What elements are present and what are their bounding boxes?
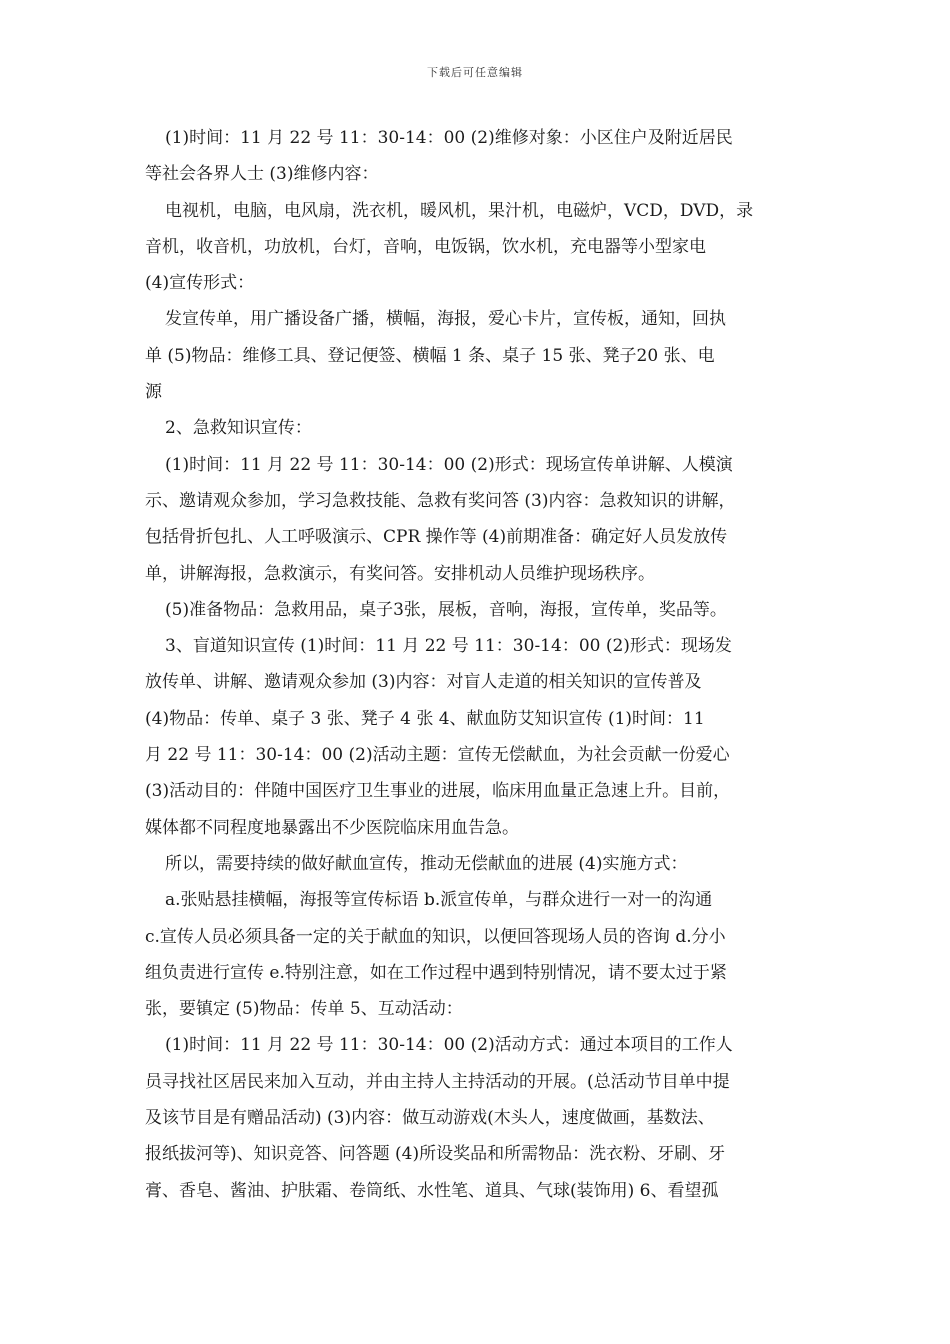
text-line: 单 (5)物品：维修工具、登记便签、横幅 1 条、桌子 15 张、凳子20 张、电 [145,345,715,366]
text-line: 膏、香皂、酱油、护肤霜、卷筒纸、水性笔、道具、气球(装饰用) 6、看望孤 [145,1180,719,1201]
text-line: 发宣传单，用广播设备广播，横幅，海报，爱心卡片，宣传板，通知，回执 [165,309,726,330]
text-line: 报纸拔河等)、知识竞答、问答题 (4)所设奖品和所需物品：洗衣粉、牙刷、牙 [145,1144,726,1165]
text-line: 张，要镇定 (5)物品：传单 5、互动活动： [145,999,463,1020]
text-line: 等社会各界人士 (3)维修内容： [145,164,379,185]
text-line: 及该节目是有赠品活动) (3)内容：做互动游戏(木头人，速度做画，基数法、 [145,1108,715,1129]
text-line: (3)活动目的：伴随中国医疗卫生事业的进展，临床用血量正急速上升。目前， [145,781,731,802]
text-line: 音机，收音机，功放机，台灯，音响，电饭锅，饮水机，充电器等小型家电 [145,236,706,257]
text-line: 单，讲解海报，急救演示，有奖问答。安排机动人员维护现场秩序。 [145,563,655,584]
text-line: 月 22 号 11：30-14：00 (2)活动主题：宣传无偿献血，为社会贡献一份爱心 [145,745,730,766]
text-line: 电视机，电脑，电风扇，洗衣机，暖风机，果汁机，电磁炉，VCD，DVD，录 [165,200,754,221]
page-header: 下载后可任意编辑 [427,66,523,79]
text-line: 包括骨折包扎、人工呼吸演示、CPR 操作等 (4)前期准备：确定好人员发放传 [145,527,728,548]
text-line: (4)物品：传单、桌子 3 张、凳子 4 张 4、献血防艾知识宣传 (1)时间：11 [145,708,705,729]
text-line: 组负责进行宣传 e.特别注意，如在工作过程中遇到特别情况，请不要太过于紧 [145,962,727,983]
text-line: (1)时间：11 月 22 号 11：30-14：00 (2)维修对象：小区住户及附近居民 [165,128,733,148]
text-line: 源 [145,382,162,403]
text-line: 2、急救知识宣传： [165,418,312,439]
text-line: (1)时间：11 月 22 号 11：30-14：00 (2)形式：现场宣传单讲解、人模演 [165,454,733,475]
text-line: a.张贴悬挂横幅，海报等宣传标语 b.派宣传单，与群众进行一对一的沟通 [165,890,713,911]
text-line: (1)时间：11 月 22 号 11：30-14：00 (2)活动方式：通过本项目的工作人 [165,1035,733,1056]
text-line: 媒体都不同程度地暴露出不少医院临床用血告急。 [145,817,519,838]
text-line: (5)准备物品：急救用品，桌子3张，展板，音响，海报，宣传单，奖品等。 [165,599,727,620]
text-line: 示、邀请观众参加，学习急救技能、急救有奖问答 (3)内容：急救知识的讲解， [145,490,736,511]
text-line: 所以，需要持续的做好献血宣传，推动无偿献血的进展 (4)实施方式： [165,853,688,874]
text-line: c.宣传人员必须具备一定的关于献血的知识，以便回答现场人员的咨询 d.分小 [145,926,726,947]
text-line: 放传单、讲解、邀请观众参加 (3)内容：对盲人走道的相关知识的宣传普及 [145,672,702,693]
document-body [145,120,810,1209]
text-line: (4)宣传形式： [145,273,255,294]
text-line: 3、盲道知识宣传 (1)时间：11 月 22 号 11：30-14：00 (2)形式：现场发 [165,636,732,657]
text-line: 员寻找社区居民来加入互动，并由主持人主持活动的开展。(总活动节目单中提 [145,1071,730,1092]
